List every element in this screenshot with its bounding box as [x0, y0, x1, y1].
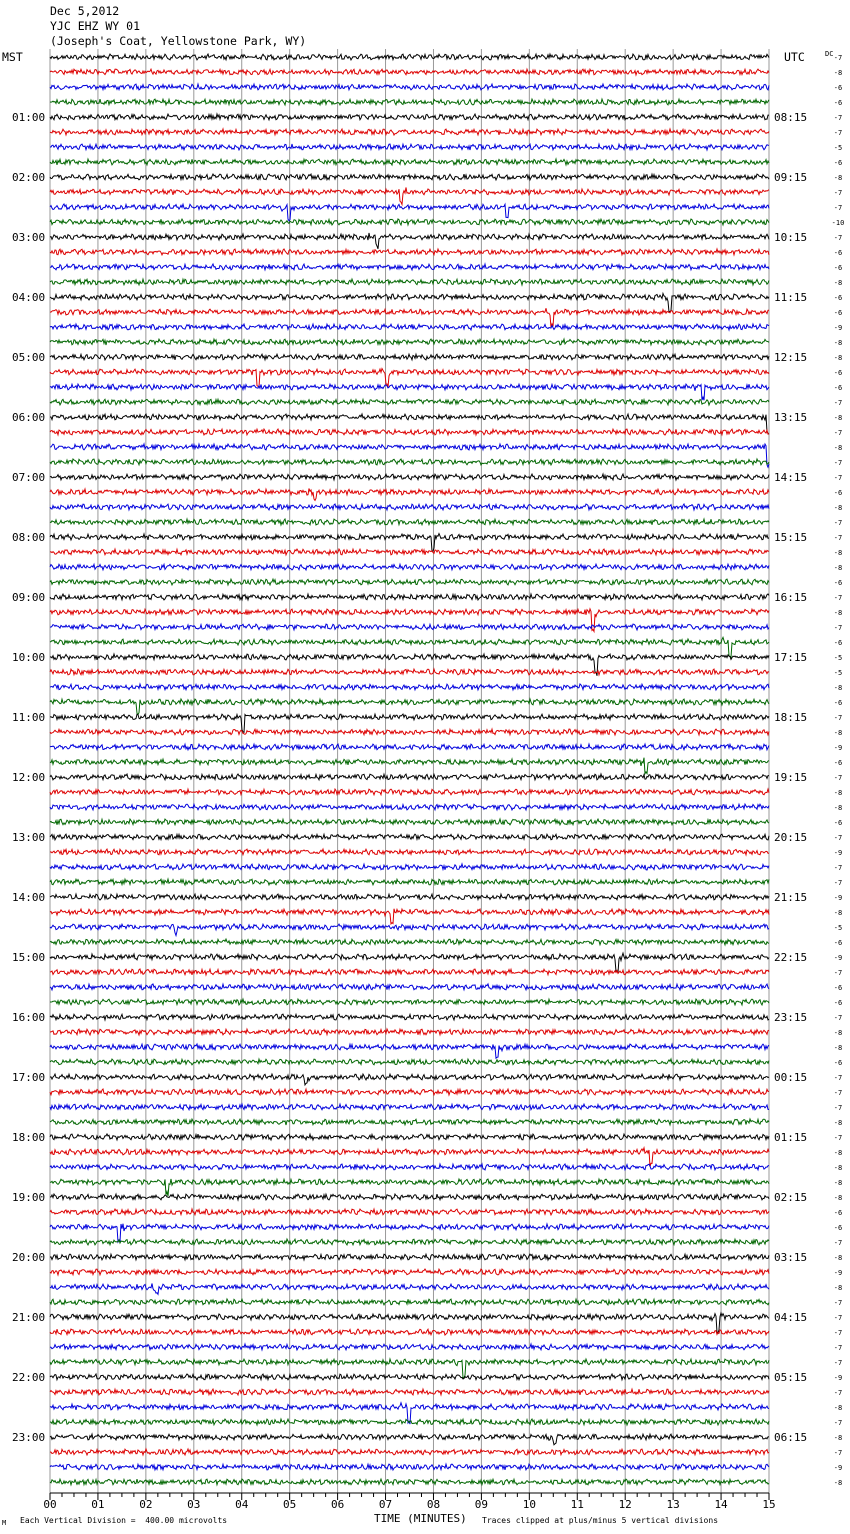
trace-line: [50, 339, 769, 345]
dc-offset-label: -8: [833, 414, 843, 422]
trace-line: [50, 1059, 769, 1065]
trace-line: [50, 1313, 769, 1333]
dc-offset-label: -8: [833, 1119, 843, 1127]
right-hour-label: 11:15: [774, 291, 808, 304]
trace-line: [50, 819, 769, 825]
trace-line: [50, 879, 769, 885]
dc-offset-label: -6: [833, 639, 843, 647]
dc-offset-label: -9: [833, 324, 843, 332]
right-hour-label: 21:15: [774, 891, 808, 904]
trace-line: [50, 714, 769, 732]
trace-line: [50, 429, 769, 435]
x-tick-label: 15: [762, 1498, 776, 1511]
trace-line: [50, 354, 769, 360]
trace-line: [50, 308, 769, 327]
dc-offset-label: -7: [833, 234, 843, 242]
scale-note: Each Vertical Division = 400.00 microvolts: [20, 1516, 228, 1525]
dc-offset-label: -7: [833, 474, 843, 482]
left-hour-label: 19:00: [12, 1191, 46, 1204]
dc-offset-label: -8: [833, 1149, 843, 1157]
dc-offset-label: -5: [833, 924, 843, 932]
trace-line: [50, 969, 769, 975]
dc-offset-label: -8: [833, 1434, 843, 1442]
dc-offset-label: -6: [833, 84, 843, 92]
dc-offset-label: -6: [833, 1059, 843, 1067]
trace-line: [50, 774, 769, 780]
dc-offset-label: -8: [833, 279, 843, 287]
dc-offset-label: -8: [833, 789, 843, 797]
trace-line: [50, 1209, 769, 1215]
right-hour-label: 16:15: [774, 591, 808, 604]
trace-line: [50, 1239, 769, 1245]
dc-offset-label: -8: [833, 549, 843, 557]
dc-offset-label: -7: [833, 129, 843, 137]
x-tick-label: 12: [618, 1498, 632, 1511]
dc-offset-label: -7: [833, 864, 843, 872]
dc-offset-label: -8: [833, 729, 843, 737]
trace-line: [50, 624, 769, 630]
trace-line: [50, 894, 769, 900]
left-hour-label: 14:00: [12, 891, 46, 904]
dc-offset-label: -8: [833, 1164, 843, 1172]
trace-line: [50, 1299, 769, 1305]
trace-line: [50, 1479, 769, 1485]
left-timezone: MST: [2, 50, 23, 64]
dc-offset-label: -7: [833, 519, 843, 527]
dc-offset-label: -9: [833, 849, 843, 857]
trace-line: [50, 1104, 769, 1110]
trace-line: [50, 159, 769, 165]
dc-offset-label: -7: [833, 1014, 843, 1022]
right-hour-label: 04:15: [774, 1311, 808, 1324]
trace-line: [50, 399, 769, 405]
dc-offset-label: -8: [833, 339, 843, 347]
trace-line: [50, 1164, 769, 1170]
dc-offset-label: -5: [833, 669, 843, 677]
left-hour-label: 09:00: [12, 591, 46, 604]
dc-offset-label: -6: [833, 249, 843, 257]
trace-line: [50, 999, 769, 1005]
left-hour-label: 12:00: [12, 771, 46, 784]
trace-line: [50, 294, 769, 313]
trace-line: [50, 249, 769, 255]
dc-offset-label: -8: [833, 354, 843, 362]
trace-line: [50, 1224, 769, 1242]
dc-offset-label: -7: [833, 879, 843, 887]
trace-line: [50, 924, 769, 936]
trace-line: [50, 1284, 769, 1295]
dc-offset-label: -6: [833, 939, 843, 947]
x-tick-label: 13: [666, 1498, 680, 1511]
trace-line: [50, 849, 769, 855]
right-timezone: UTC: [784, 50, 805, 64]
dc-offset-label: -7: [833, 1239, 843, 1247]
trace-line: [50, 1434, 769, 1445]
trace-line: [50, 99, 769, 105]
dc-offset-label: -7: [833, 1314, 843, 1322]
dc-offset-label: -8: [833, 1194, 843, 1202]
trace-line: [50, 188, 769, 205]
dc-offset-label: -7: [833, 1329, 843, 1337]
trace-line: [50, 204, 769, 221]
trace-line: [50, 1089, 769, 1095]
dc-offset-label: -9: [833, 1374, 843, 1382]
right-hour-label: 17:15: [774, 651, 808, 664]
right-hour-label: 13:15: [774, 411, 808, 424]
x-tick-label: 08: [426, 1498, 441, 1511]
x-tick-label: 14: [714, 1498, 728, 1511]
dc-offset-label: -8: [833, 69, 843, 77]
dc-offset-label: -7: [833, 189, 843, 197]
dc-header-label: DC: [825, 50, 834, 58]
dc-offset-label: -7: [833, 1134, 843, 1142]
dc-offset-label: -7: [833, 1359, 843, 1367]
dc-offset-label: -9: [833, 894, 843, 902]
dc-offset-label: -8: [833, 1479, 843, 1487]
right-hour-label: 14:15: [774, 471, 808, 484]
dc-offset-label: -7: [833, 1299, 843, 1307]
trace-line: [50, 939, 769, 945]
trace-line: [50, 233, 769, 249]
dc-offset-label: -9: [833, 1269, 843, 1277]
left-hour-label: 06:00: [12, 411, 46, 424]
trace-line: [50, 489, 769, 501]
x-tick-label: 02: [139, 1498, 153, 1511]
left-hour-label: 08:00: [12, 531, 46, 544]
dc-offset-label: -7: [833, 834, 843, 842]
right-hour-label: 06:15: [774, 1431, 808, 1444]
right-hour-label: 01:15: [774, 1131, 808, 1144]
dc-offset-label: -5: [833, 144, 843, 152]
x-tick-label: 00: [43, 1498, 57, 1511]
dc-offset-label: -9: [833, 1464, 843, 1472]
trace-line: [50, 1179, 769, 1196]
dc-offset-label: -6: [833, 99, 843, 107]
dc-offset-label: -8: [833, 609, 843, 617]
chart-date: Dec 5,2012: [50, 4, 120, 18]
left-hour-label: 15:00: [12, 951, 46, 964]
dc-offset-label: -8: [833, 684, 843, 692]
left-hour-label: 17:00: [12, 1071, 46, 1084]
trace-line: [50, 1269, 769, 1275]
right-hour-label: 08:15: [774, 111, 808, 124]
right-hour-label: 19:15: [774, 771, 808, 784]
left-hour-label: 23:00: [12, 1431, 46, 1444]
dc-offset-label: -6: [833, 759, 843, 767]
dc-offset-label: -6: [833, 1209, 843, 1217]
trace-line: [50, 834, 769, 840]
trace-line: [50, 1254, 769, 1260]
dc-offset-label: -8: [833, 804, 843, 812]
right-hour-label: 15:15: [774, 531, 808, 544]
dc-offset-label: -7: [833, 534, 843, 542]
trace-line: [50, 744, 769, 750]
x-tick-label: 10: [522, 1498, 536, 1511]
x-tick-label: 06: [330, 1498, 345, 1511]
left-hour-label: 16:00: [12, 1011, 46, 1024]
station-location: (Joseph's Coat, Yellowstone Park, WY): [50, 34, 307, 48]
right-hour-label: 12:15: [774, 351, 808, 364]
trace-line: [50, 324, 769, 330]
dc-offset-label: -6: [833, 819, 843, 827]
trace-line: [50, 114, 769, 120]
dc-offset-label: -7: [833, 774, 843, 782]
trace-line: [50, 444, 769, 467]
trace-line: [50, 1449, 769, 1455]
dc-offset-label: -6: [833, 384, 843, 392]
dc-offset-label: -8: [833, 444, 843, 452]
dc-offset-label: -7: [833, 1449, 843, 1457]
left-hour-label: 03:00: [12, 231, 46, 244]
left-hour-label: 07:00: [12, 471, 46, 484]
left-hour-label: 11:00: [12, 711, 46, 724]
trace-line: [50, 1464, 769, 1470]
trace-line: [50, 264, 769, 270]
dc-offset-label: -8: [833, 1284, 843, 1292]
x-tick-label: 05: [283, 1498, 297, 1511]
trace-line: [50, 564, 769, 570]
trace-line: [50, 684, 769, 690]
right-hour-label: 03:15: [774, 1251, 808, 1264]
dc-offset-label: -8: [833, 174, 843, 182]
trace-line: [50, 459, 769, 465]
trace-line: [50, 594, 769, 600]
dc-offset-label: -7: [833, 624, 843, 632]
trace-line: [50, 909, 769, 924]
x-axis-title: TIME (MINUTES): [374, 1512, 467, 1525]
dc-offset-label: -7: [833, 429, 843, 437]
trace-line: [50, 144, 769, 150]
dc-offset-label: -7: [833, 1089, 843, 1097]
trace-line: [50, 174, 769, 180]
left-hour-label: 18:00: [12, 1131, 46, 1144]
dc-offset-label: -8: [833, 1029, 843, 1037]
dc-offset-label: -7: [833, 1344, 843, 1352]
trace-line: [50, 1119, 769, 1125]
dc-offset-label: -7: [833, 204, 843, 212]
clip-note: Traces clipped at plus/minus 5 vertical divisions: [482, 1516, 719, 1525]
trace-line: [50, 129, 769, 135]
left-hour-label: 21:00: [12, 1311, 46, 1324]
trace-line: [50, 384, 769, 400]
dc-offset-label: -6: [833, 159, 843, 167]
dc-offset-label: -8: [833, 1179, 843, 1187]
trace-line: [50, 789, 769, 795]
trace-line: [50, 637, 769, 657]
trace-line: [50, 1044, 769, 1058]
right-hour-label: 18:15: [774, 711, 808, 724]
dc-offset-label: -8: [833, 1254, 843, 1262]
dc-offset-label: -8: [833, 1404, 843, 1412]
trace-line: [50, 279, 769, 285]
right-hour-label: 05:15: [774, 1371, 808, 1384]
dc-offset-label: -6: [833, 489, 843, 497]
trace-line: [50, 1134, 769, 1140]
dc-offset-label: -7: [833, 969, 843, 977]
dc-offset-label: -5: [833, 654, 843, 662]
x-tick-label: 11: [570, 1498, 584, 1511]
dc-offset-label: -7: [833, 1419, 843, 1427]
trace-line: [50, 1329, 769, 1335]
trace-line: [50, 864, 769, 870]
right-hour-label: 20:15: [774, 831, 808, 844]
corner-mark: M: [2, 1519, 7, 1527]
right-hour-label: 10:15: [774, 231, 808, 244]
left-hour-label: 01:00: [12, 111, 46, 124]
dc-offset-label: -9: [833, 954, 843, 962]
dc-offset-label: -8: [833, 564, 843, 572]
trace-line: [50, 69, 769, 75]
left-hour-label: 20:00: [12, 1251, 46, 1264]
dc-offset-label: -6: [833, 1224, 843, 1232]
trace-line: [50, 729, 769, 735]
x-tick-label: 01: [91, 1498, 105, 1511]
trace-line: [50, 699, 769, 715]
right-hour-label: 00:15: [774, 1071, 808, 1084]
dc-offset-label: -6: [833, 984, 843, 992]
trace-line: [50, 219, 769, 225]
trace-line: [50, 474, 769, 480]
trace-line: [50, 1374, 769, 1380]
trace-line: [50, 1074, 769, 1085]
dc-offset-label: -7: [833, 459, 843, 467]
trace-line: [50, 1029, 769, 1035]
dc-offset-label: -6: [833, 309, 843, 317]
station-id: YJC EHZ WY 01: [50, 19, 141, 33]
right-hour-label: 09:15: [774, 171, 808, 184]
dc-offset-label: -7: [833, 1389, 843, 1397]
dc-offset-label: -6: [833, 264, 843, 272]
trace-line: [50, 984, 769, 990]
dc-offset-label: -6: [833, 999, 843, 1007]
dc-offset-label: -6: [833, 369, 843, 377]
dc-offset-label: -7: [833, 54, 843, 62]
trace-line: [50, 549, 769, 555]
dc-offset-label: -8: [833, 1044, 843, 1052]
left-hour-label: 05:00: [12, 351, 46, 364]
trace-line: [50, 1194, 769, 1200]
trace-line: [50, 669, 769, 675]
left-hour-label: 22:00: [12, 1371, 46, 1384]
dc-offset-label: -10: [831, 219, 845, 227]
dc-offset-label: -7: [833, 114, 843, 122]
trace-line: [50, 758, 769, 774]
trace-line: [50, 953, 769, 972]
right-hour-label: 22:15: [774, 951, 808, 964]
dc-offset-label: -8: [833, 504, 843, 512]
right-hour-label: 02:15: [774, 1191, 808, 1204]
dc-offset-label: -9: [833, 744, 843, 752]
trace-line: [50, 1389, 769, 1395]
trace-line: [50, 1344, 769, 1350]
left-hour-label: 13:00: [12, 831, 46, 844]
x-tick-label: 03: [187, 1498, 201, 1511]
right-hour-label: 23:15: [774, 1011, 808, 1024]
trace-line: [50, 804, 769, 810]
trace-line: [50, 54, 769, 60]
x-tick-label: 04: [235, 1498, 249, 1511]
trace-line: [50, 369, 769, 388]
left-hour-label: 02:00: [12, 171, 46, 184]
dc-offset-label: -7: [833, 714, 843, 722]
dc-offset-label: -7: [833, 399, 843, 407]
trace-line: [50, 1148, 769, 1167]
left-hour-label: 04:00: [12, 291, 46, 304]
dc-offset-label: -6: [833, 294, 843, 302]
trace-line: [50, 504, 769, 510]
dc-offset-label: -7: [833, 1104, 843, 1112]
x-tick-label: 07: [378, 1498, 393, 1511]
trace-line: [50, 519, 769, 525]
dc-offset-label: -6: [833, 579, 843, 587]
dc-offset-label: -7: [833, 594, 843, 602]
dc-offset-label: -8: [833, 909, 843, 917]
left-hour-label: 10:00: [12, 651, 46, 664]
dc-offset-label: -6: [833, 699, 843, 707]
trace-line: [50, 1014, 769, 1020]
trace-line: [50, 579, 769, 585]
trace-line: [50, 84, 769, 90]
dc-offset-label: -7: [833, 1074, 843, 1082]
x-tick-label: 09: [474, 1498, 489, 1511]
